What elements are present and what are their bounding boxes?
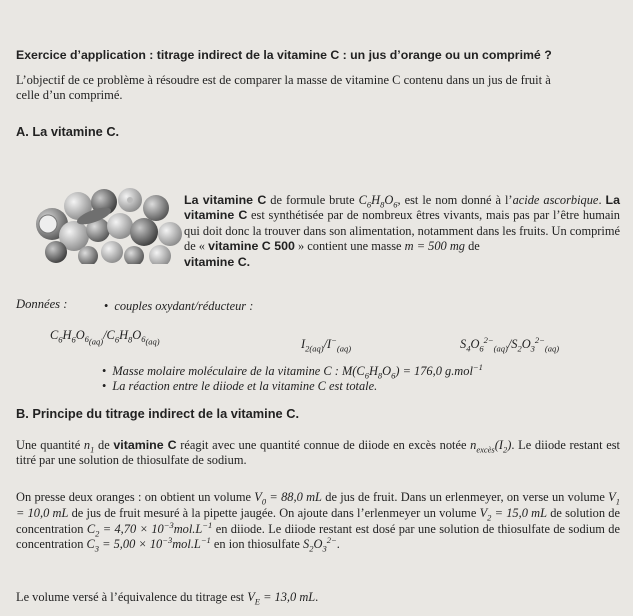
formula-c6h8o6: $C_6H_8O_6$ (358, 193, 398, 210)
couples-text: couples oxydant/réducteur : (114, 299, 254, 313)
molar-mass-bullet: • Masse molaire moléculaire de la vitamine C : $M(C_6H_8O_6) = 176,0$ g.mol$^{-1}$ (102, 364, 483, 379)
vitamin-c-description (184, 193, 620, 270)
objective-line-1: L’objectif de ce problème à résoudre est de comparer la masse de vitamine C contenu dans un jus de fruit à (16, 73, 551, 87)
section-b-heading: B. Principe du titrage indirect de la vitamine C. (16, 406, 300, 421)
couples-bullet (104, 299, 253, 314)
section-b-paragraph-1: Une quantité $n_1$ de vitamine C réagit avec une quantité connue de diiode en excès notée $n_{excès}(I_2)$. Le diiode restant est titré par une solution de thiosulfate de sodium. (16, 438, 620, 468)
desc-text-5: » contient une masse (294, 239, 405, 254)
desc-text-6: de (465, 239, 480, 254)
desc-text-2: , est le nom donné à l’ (397, 193, 513, 207)
couple-iodine: $I_{2(aq)}/I^-_{(aq)}$ (301, 334, 352, 354)
fruit-image (34, 180, 182, 264)
mass-expression: m = 500 mg (404, 239, 465, 254)
vitamin-c-500-text: vitamine C 500 (208, 239, 295, 254)
section-a-heading: A. La vitamine C. (16, 124, 120, 139)
vitamin-c-bold-1: La vitamine C (184, 193, 267, 207)
couple-thiosulfate: $S_4O_6^{2-}_{(aq)}/S_2O_3^{2-}_{(aq)}$ (460, 334, 560, 354)
section-b-paragraph-3: Le volume versé à l’équivalence du titrage est $V_E = 13,0$ mL. (16, 590, 319, 607)
ascorbic-acid-text: acide ascorbique (512, 193, 599, 207)
donnees-label: Données : (16, 297, 68, 311)
total-reaction-bullet (102, 379, 377, 394)
vitamin-c-bold-2: La vitamine C (184, 193, 620, 223)
total-reaction-text: La réaction entre le diiode et la vitamine C est totale. (112, 379, 378, 393)
objective-line-2: celle d’un comprimé. (16, 88, 123, 102)
couple-vitamin-c: $C_6H_6O_{6_{(aq)}}/C_6H_8O_{6_{(aq)}}$ (50, 328, 160, 348)
fruits-illustration (34, 180, 182, 264)
desc-text-4: est synthétisée par de nombreux êtres vivants, mais pas par l’être humain qui doit donc la trouver dans son alimentation, notamment dans les fruits. Un comprimé de « (184, 208, 620, 254)
desc-text-3: . (598, 193, 602, 207)
desc-text-1: de formule brute (266, 193, 359, 207)
vitamin-c-bold-3: vitamine C. (184, 254, 251, 269)
exercise-title: Exercice d’application : titrage indirect de la vitamine C : un jus d’orange ou un comprimé ? (16, 48, 552, 62)
section-b-paragraph-2: On presse deux oranges : on obtient un volume $V_0 = 88,0$ mL de jus de fruit. Dans un erlenmeyer, on verse un volume $V_1 = 10,0$ mL de jus de fruit mesuré à la pipette jaugée. On ajoute dans l’erlenmeyer un volume $V_2 = 15,0$ mL de solution de concentration $C_2 = 4,70 \times 10^{-3}mol.L^{-1}$ en diiode. Le diiode restant est dosé par une solution de thiosulfate de sodium de concentration $C_3 = 5,00 \times 10^{-3}mol.L^{-1}$ en ion thiosulfate $S_2O_3^{2-}$. (16, 490, 621, 554)
